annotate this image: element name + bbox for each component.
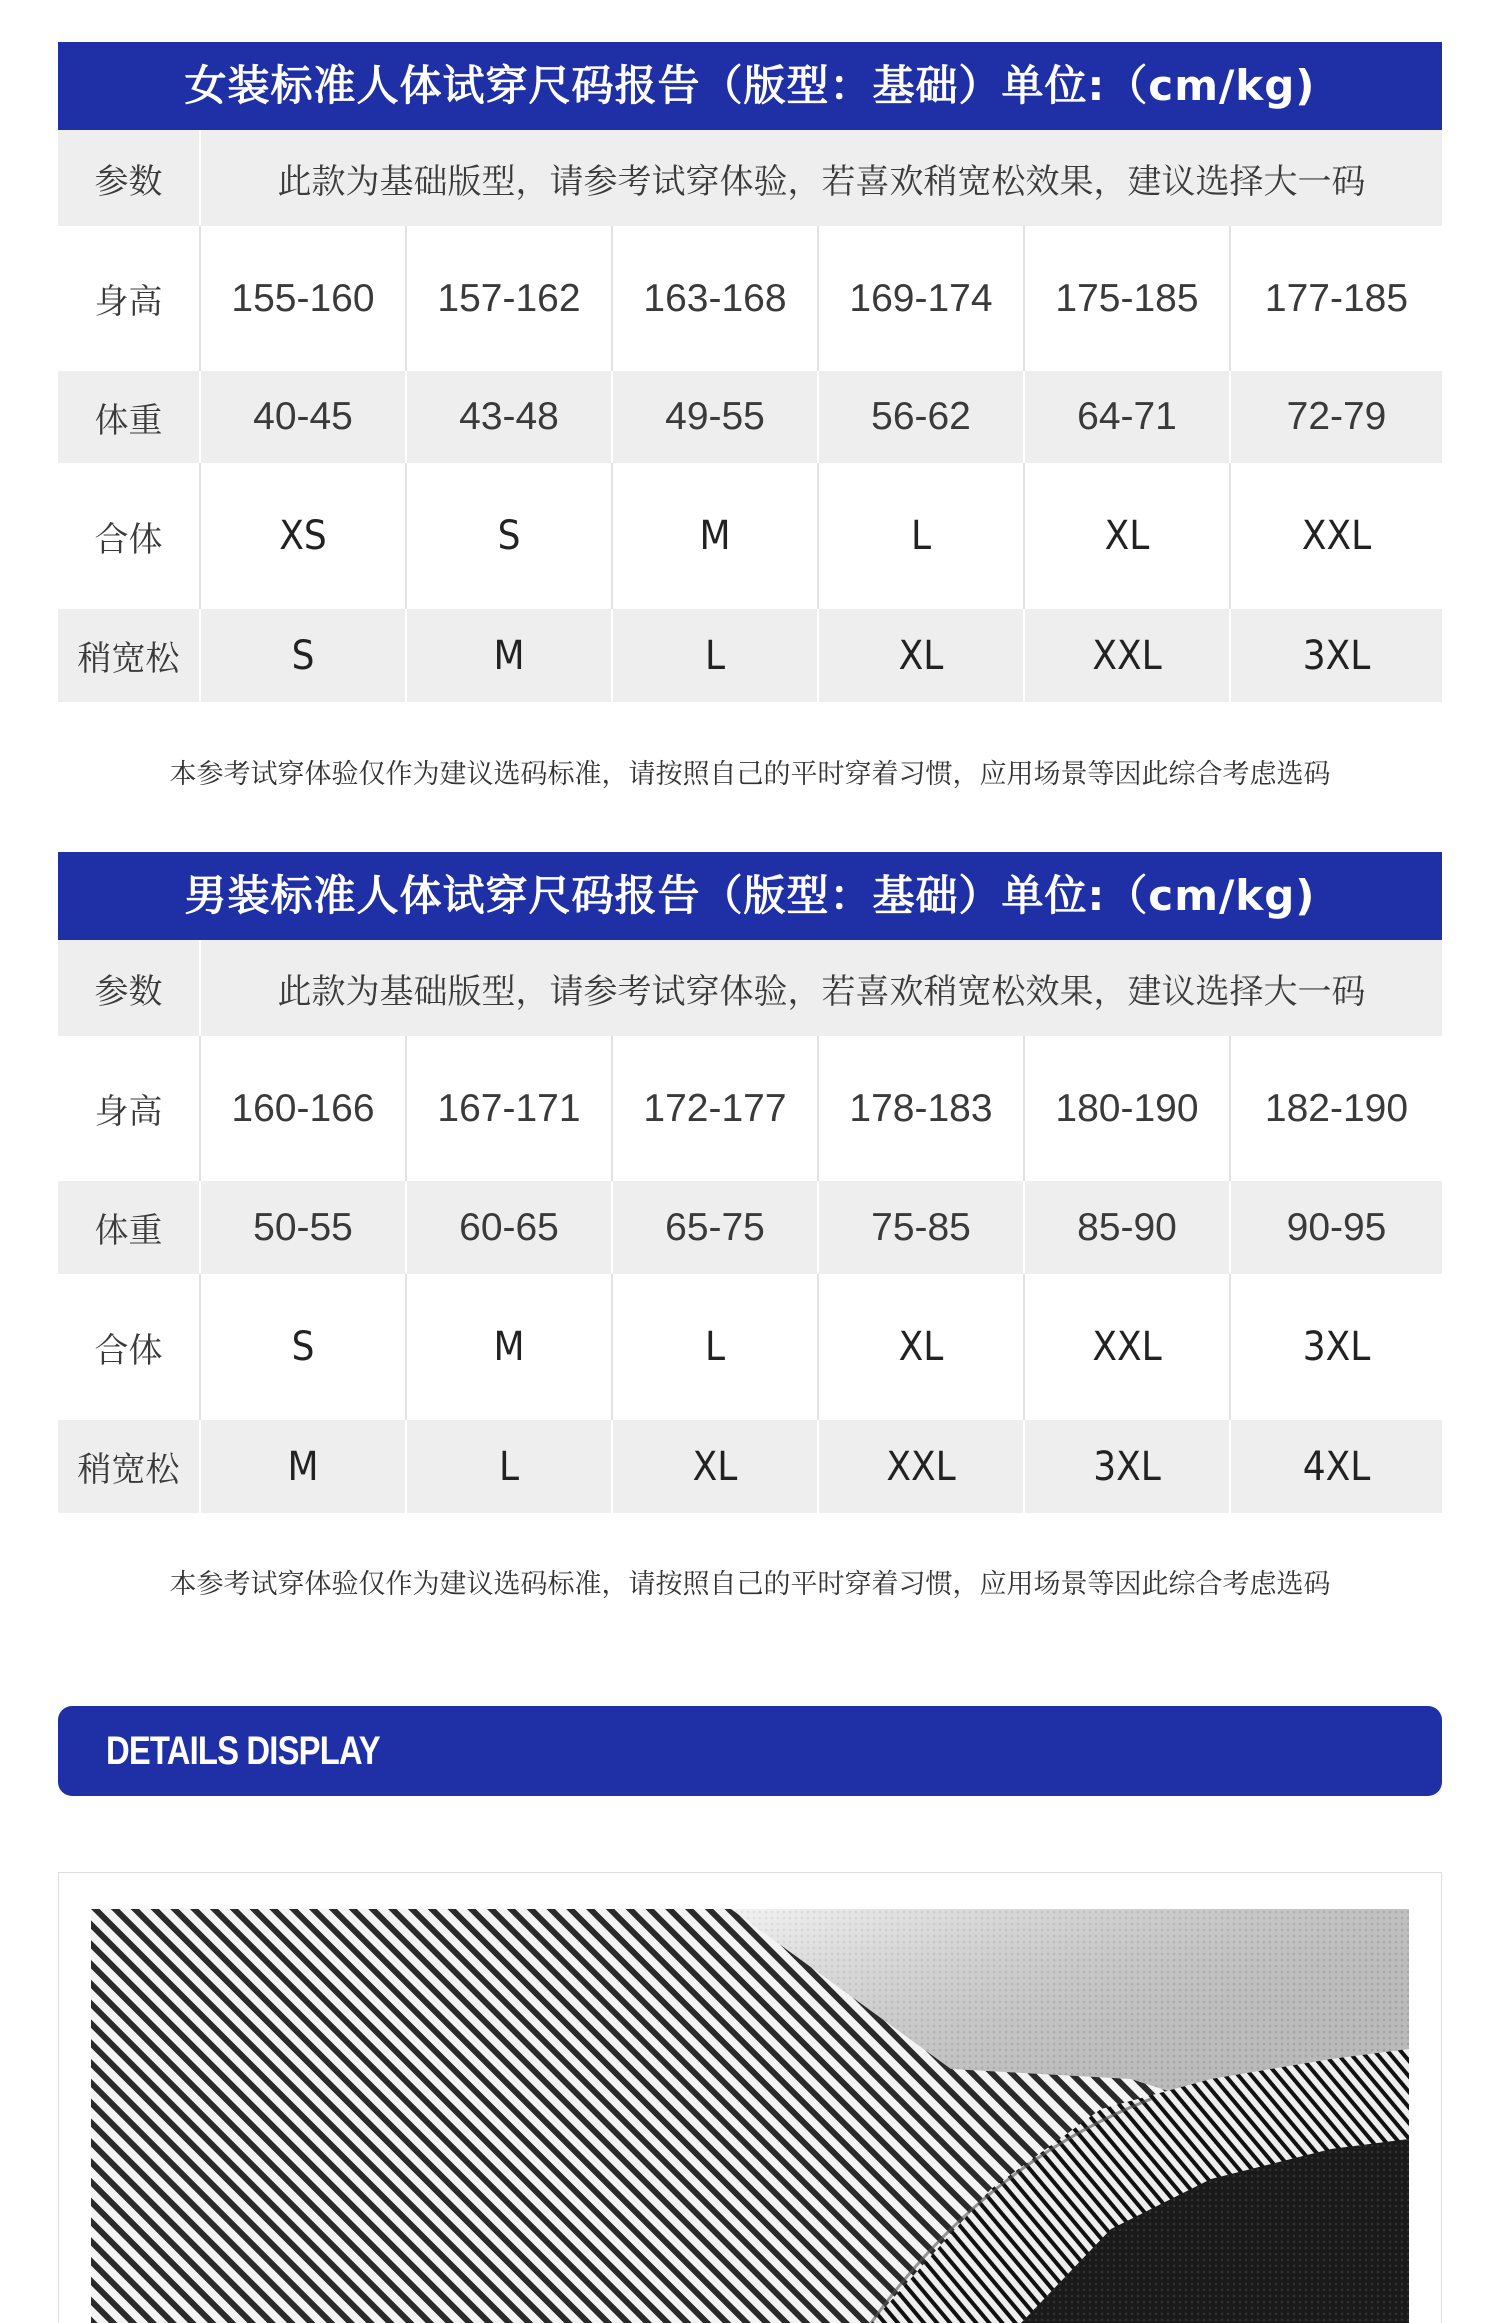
fit-size-cell: S [406,463,612,609]
height-cell: 157-162 [406,226,612,371]
loose-size-cell: XXL [818,1420,1024,1513]
loose-size-cell: XXL [1024,609,1230,702]
weight-cell: 50-55 [200,1181,406,1274]
fabric-photo-frame [58,1872,1442,2323]
fit-size-cell: M [612,463,818,609]
loose-size-cell: 3XL [1230,609,1442,702]
fit-size-cell: L [612,1274,818,1420]
weight-cell: 85-90 [1024,1181,1230,1274]
weight-cell: 72-79 [1230,371,1442,463]
weight-cell: 40-45 [200,371,406,463]
table-row [58,940,1442,1036]
details-heading: DETAILS DISPLAY [106,1729,380,1773]
row-label: 身高 [58,226,200,371]
height-cell: 160-166 [200,1036,406,1181]
row-label: 合体 [58,463,200,609]
loose-size-cell: L [406,1420,612,1513]
loose-size-cell: 3XL [1024,1420,1230,1513]
fit-size-cell: L [818,463,1024,609]
table-row [58,130,1442,226]
women-chart-title: 女装标准人体试穿尺码报告（版型：基础）单位:（cm/kg) [58,42,1442,130]
height-cell: 167-171 [406,1036,612,1181]
fit-size-cell: XL [818,1274,1024,1420]
fit-size-cell: XL [1024,463,1230,609]
table-row [58,1274,1442,1420]
table-row [58,226,1442,371]
fabric-detail-image [91,1909,1409,2323]
loose-size-cell: XL [612,1420,818,1513]
fit-size-cell: M [406,1274,612,1420]
women-size-table [58,130,1442,702]
loose-size-cell: 4XL [1230,1420,1442,1513]
height-cell: 175-185 [1024,226,1230,371]
fit-size-cell: XS [200,463,406,609]
fabric-texture-illustration [91,1909,1409,2323]
table-row [58,1036,1442,1181]
men-size-table [58,940,1442,1513]
weight-cell: 75-85 [818,1181,1024,1274]
height-cell: 182-190 [1230,1036,1442,1181]
weight-cell: 65-75 [612,1181,818,1274]
param-note: 此款为基础版型，请参考试穿体验，若喜欢稍宽松效果，建议选择大一码 [200,130,1442,226]
row-label: 身高 [58,1036,200,1181]
men-chart-title: 男装标准人体试穿尺码报告（版型：基础）单位:（cm/kg) [58,852,1442,940]
loose-size-cell: M [406,609,612,702]
loose-size-cell: L [612,609,818,702]
fit-size-cell: 3XL [1230,1274,1442,1420]
row-label: 体重 [58,1181,200,1274]
fit-size-cell: XXL [1230,463,1442,609]
row-label: 合体 [58,1274,200,1420]
loose-size-cell: XL [818,609,1024,702]
row-label: 体重 [58,371,200,463]
women-size-chart [58,42,1442,702]
row-label: 稍宽松 [58,609,200,702]
table-row [58,463,1442,609]
height-cell: 163-168 [612,226,818,371]
height-cell: 178-183 [818,1036,1024,1181]
fit-size-cell: XXL [1024,1274,1230,1420]
height-cell: 172-177 [612,1036,818,1181]
weight-cell: 64-71 [1024,371,1230,463]
women-footnote: 本参考试穿体验仅作为建议选码标准，请按照自己的平时穿着习惯，应用场景等因此综合考虑选码 [169,759,1331,790]
loose-size-cell: S [200,609,406,702]
row-label: 参数 [58,130,200,226]
table-row [58,1420,1442,1513]
row-label: 参数 [58,940,200,1036]
men-size-chart [58,852,1442,1513]
height-cell: 177-185 [1230,226,1442,371]
men-footnote: 本参考试穿体验仅作为建议选码标准，请按照自己的平时穿着习惯，应用场景等因此综合考虑选码 [169,1569,1331,1600]
fit-size-cell: S [200,1274,406,1420]
table-row [58,371,1442,463]
weight-cell: 60-65 [406,1181,612,1274]
table-row [58,609,1442,702]
weight-cell: 49-55 [612,371,818,463]
height-cell: 180-190 [1024,1036,1230,1181]
row-label: 稍宽松 [58,1420,200,1513]
details-display-banner [58,1706,1442,1796]
param-note: 此款为基础版型，请参考试穿体验，若喜欢稍宽松效果，建议选择大一码 [200,940,1442,1036]
table-row [58,1181,1442,1274]
loose-size-cell: M [200,1420,406,1513]
weight-cell: 90-95 [1230,1181,1442,1274]
height-cell: 155-160 [200,226,406,371]
weight-cell: 56-62 [818,371,1024,463]
weight-cell: 43-48 [406,371,612,463]
height-cell: 169-174 [818,226,1024,371]
